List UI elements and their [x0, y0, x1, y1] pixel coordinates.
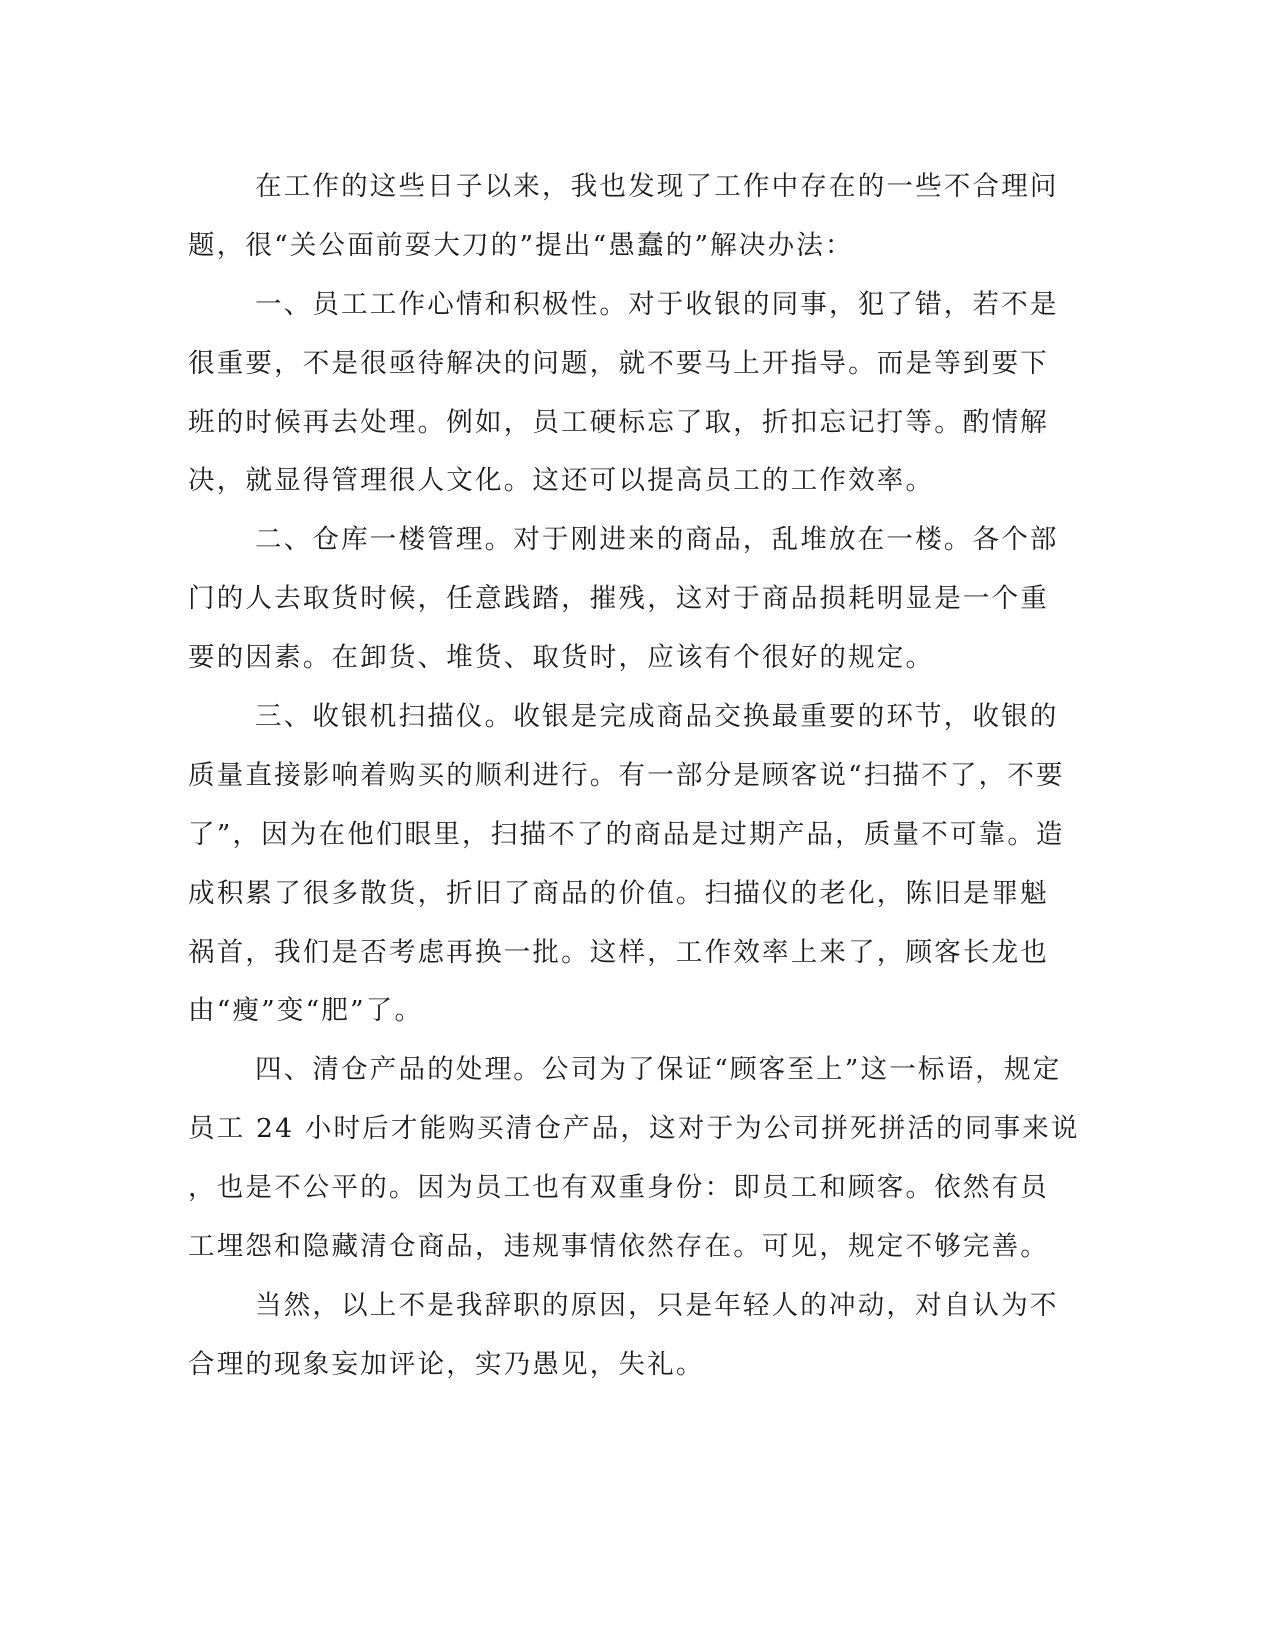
text-line: 三、收银机扫描仪。收银是完成商品交换最重要的环节，收银的 — [255, 701, 1059, 733]
text-line: 四、清仓产品的处理。公司为了保证“顾客至上”这一标语，规定 — [255, 1054, 1062, 1086]
text-line: 工埋怨和隐藏清仓商品，违规事情依然存在。可见，规定不够完善。 — [188, 1231, 1049, 1263]
text-line: 门的人去取货时候，任意践踏，摧残，这对于商品损耗明显是一个重 — [188, 583, 1049, 615]
text-line: 由“瘦”变“肥”了。 — [188, 995, 424, 1027]
text-line: 题，很“关公面前耍大刀的”提出“愚蠢的”解决办法： — [188, 229, 854, 261]
text-line: 很重要，不是很亟待解决的问题，就不要马上开指导。而是等到要下 — [188, 347, 1049, 379]
text-line: 一、员工工作心情和积极性。对于收银的同事，犯了错，若不是 — [255, 288, 1059, 320]
text-line: 二、仓库一楼管理。对于刚进来的商品，乱堆放在一楼。各个部 — [255, 524, 1059, 556]
text-line: 班的时候再去处理。例如，员工硬标忘了取，折扣忘记打等。酌情解 — [188, 406, 1049, 438]
text-line: 合理的现象妄加评论，实乃愚见，失礼。 — [188, 1348, 705, 1380]
text-line: 决，就显得管理很人文化。这还可以提高员工的工作效率。 — [188, 465, 935, 497]
document-body — [188, 158, 1080, 1395]
text-line: 员工 24 小时后才能购买清仓产品，这对于为公司拼死拼活的同事来说 — [188, 1113, 1080, 1145]
text-line: 了”，因为在他们眼里，扫描不了的商品是过期产品，质量不可靠。造 — [188, 818, 1065, 850]
text-line: ，也是不公平的。因为员工也有双重身份：即员工和顾客。依然有员 — [188, 1172, 1049, 1204]
text-line: 在工作的这些日子以来，我也发现了工作中存在的一些不合理问 — [255, 171, 1059, 202]
text-line: 当然，以上不是我辞职的原因，只是年轻人的冲动，对自认为不 — [255, 1289, 1059, 1321]
text-line: 要的因素。在卸货、堆货、取货时，应该有个很好的规定。 — [188, 642, 935, 674]
text-line: 成积累了很多散货，折旧了商品的价值。扫描仪的老化，陈旧是罪魁 — [188, 877, 1049, 909]
text-line: 祸首，我们是否考虑再换一批。这样，工作效率上来了，顾客长龙也 — [188, 936, 1049, 968]
text-line: 质量直接影响着购买的顺利进行。有一部分是顾客说“扫描不了，不要 — [188, 759, 1065, 791]
